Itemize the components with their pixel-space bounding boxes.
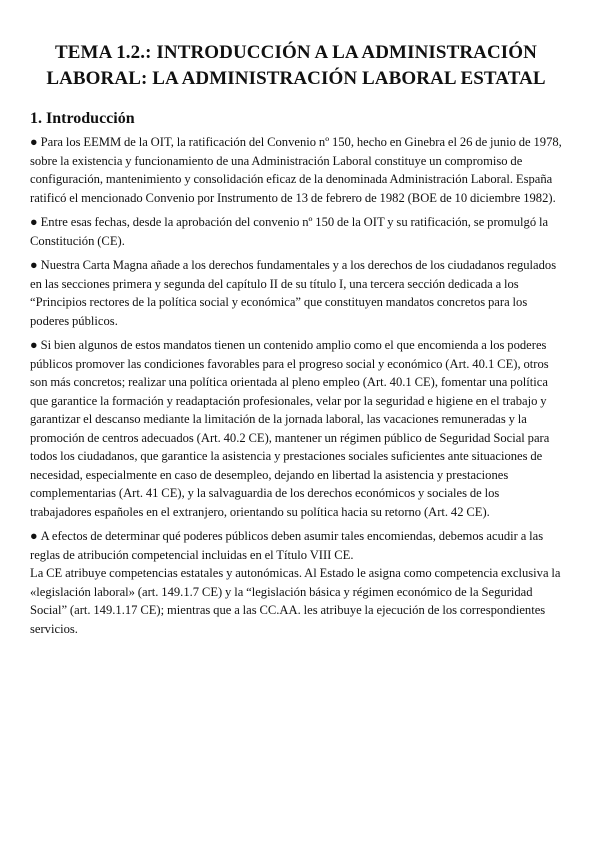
title-line-2: LABORAL: LA ADMINISTRACIÓN LABORAL ESTATAL [46, 68, 546, 89]
paragraph-3 [30, 256, 562, 330]
paragraph-text: Para los EEMM de la OIT, la ratificación del Convenio nº 150, hecho en Ginebra el 26 de junio de 1978, sobre la existencia y funcionamiento de una Administración Laboral constituye un compromiso de configuración, mantenimiento y consolidación eficaz de la denominada Administración Laboral. España ratificó el mencionado Convenio por Instrumento de 13 de febrero de 1982 (BOE de 10 diciembre 1982). [30, 135, 562, 205]
page-title [30, 40, 562, 92]
section-heading: 1. Introducción [30, 110, 135, 127]
bullet-icon: ● [30, 258, 38, 272]
paragraph-text: Entre esas fechas, desde la aprobación del convenio nº 150 de la OIT y su ratificación, se promulgó la Constitución (CE). [30, 215, 549, 248]
title-line-1: TEMA 1.2.: INTRODUCCIÓN A LA ADMINISTRACIÓN [55, 42, 537, 63]
paragraph-4 [30, 336, 562, 521]
bullet-icon: ● [30, 135, 38, 149]
bullet-icon: ● [30, 338, 38, 352]
closing-paragraph: La CE atribuye competencias estatales y autonómicas. Al Estado le asigna como competencia exclusiva la «legislación laboral» (art. 149.1.7 CE) y la “legislación básica y régimen económico de la Seguridad Social” (art. 149.1.17 CE); mientras que a las CC.AA. les atribuye la ejecución de los correspondientes servicios. [30, 566, 561, 636]
paragraph-1 [30, 133, 562, 207]
bullet-icon: ● [30, 529, 38, 543]
paragraph-text: A efectos de determinar qué poderes públicos deben asumir tales encomiendas, debemos acudir a las reglas de atribución competencial incluidas en el Título VIII CE. [30, 529, 544, 562]
paragraph-text: Si bien algunos de estos mandatos tienen un contenido amplio como el que encomienda a los poderes públicos promover las condiciones favorables para el progreso social y económico (Art. 40.1 CE), otros son más concretos; realizar una política orientada al pleno empleo (Art. 40.1 CE), fomentar una política que garantice la formación y readaptación profesionales, velar por la seguridad e higiene en el trabajo y garantizar el descanso mediante la limitación de la jornada laboral, las vacaciones remuneradas y la promoción de centros adecuados (Art. 40.2 CE), mantener un régimen público de Seguridad Social para todos los ciudadanos, que garantice la asistencia y prestaciones sociales suficientes ante situaciones de necesidad, especialmente en caso de desempleo, dejando en libertad la asistencia y prestaciones complementarias (Art. 41 CE), y la salvaguardia de los derechos económicos y sociales de los trabajadores españoles en el extranjero, orientando su política hacia su retorno (Art. 42 CE). [30, 338, 550, 519]
bullet-icon: ● [30, 215, 38, 229]
paragraph-text: Nuestra Carta Magna añade a los derechos fundamentales y a los derechos de los ciudadanos regulados en las secciones primera y segunda del capítulo II de su título I, una tercera sección dedicada a los “Principios rectores de la política social y económica” que constituyen mandatos concretos para los poderes públicos. [30, 258, 557, 328]
paragraph-2 [30, 213, 562, 250]
paragraph-5 [30, 527, 562, 564]
